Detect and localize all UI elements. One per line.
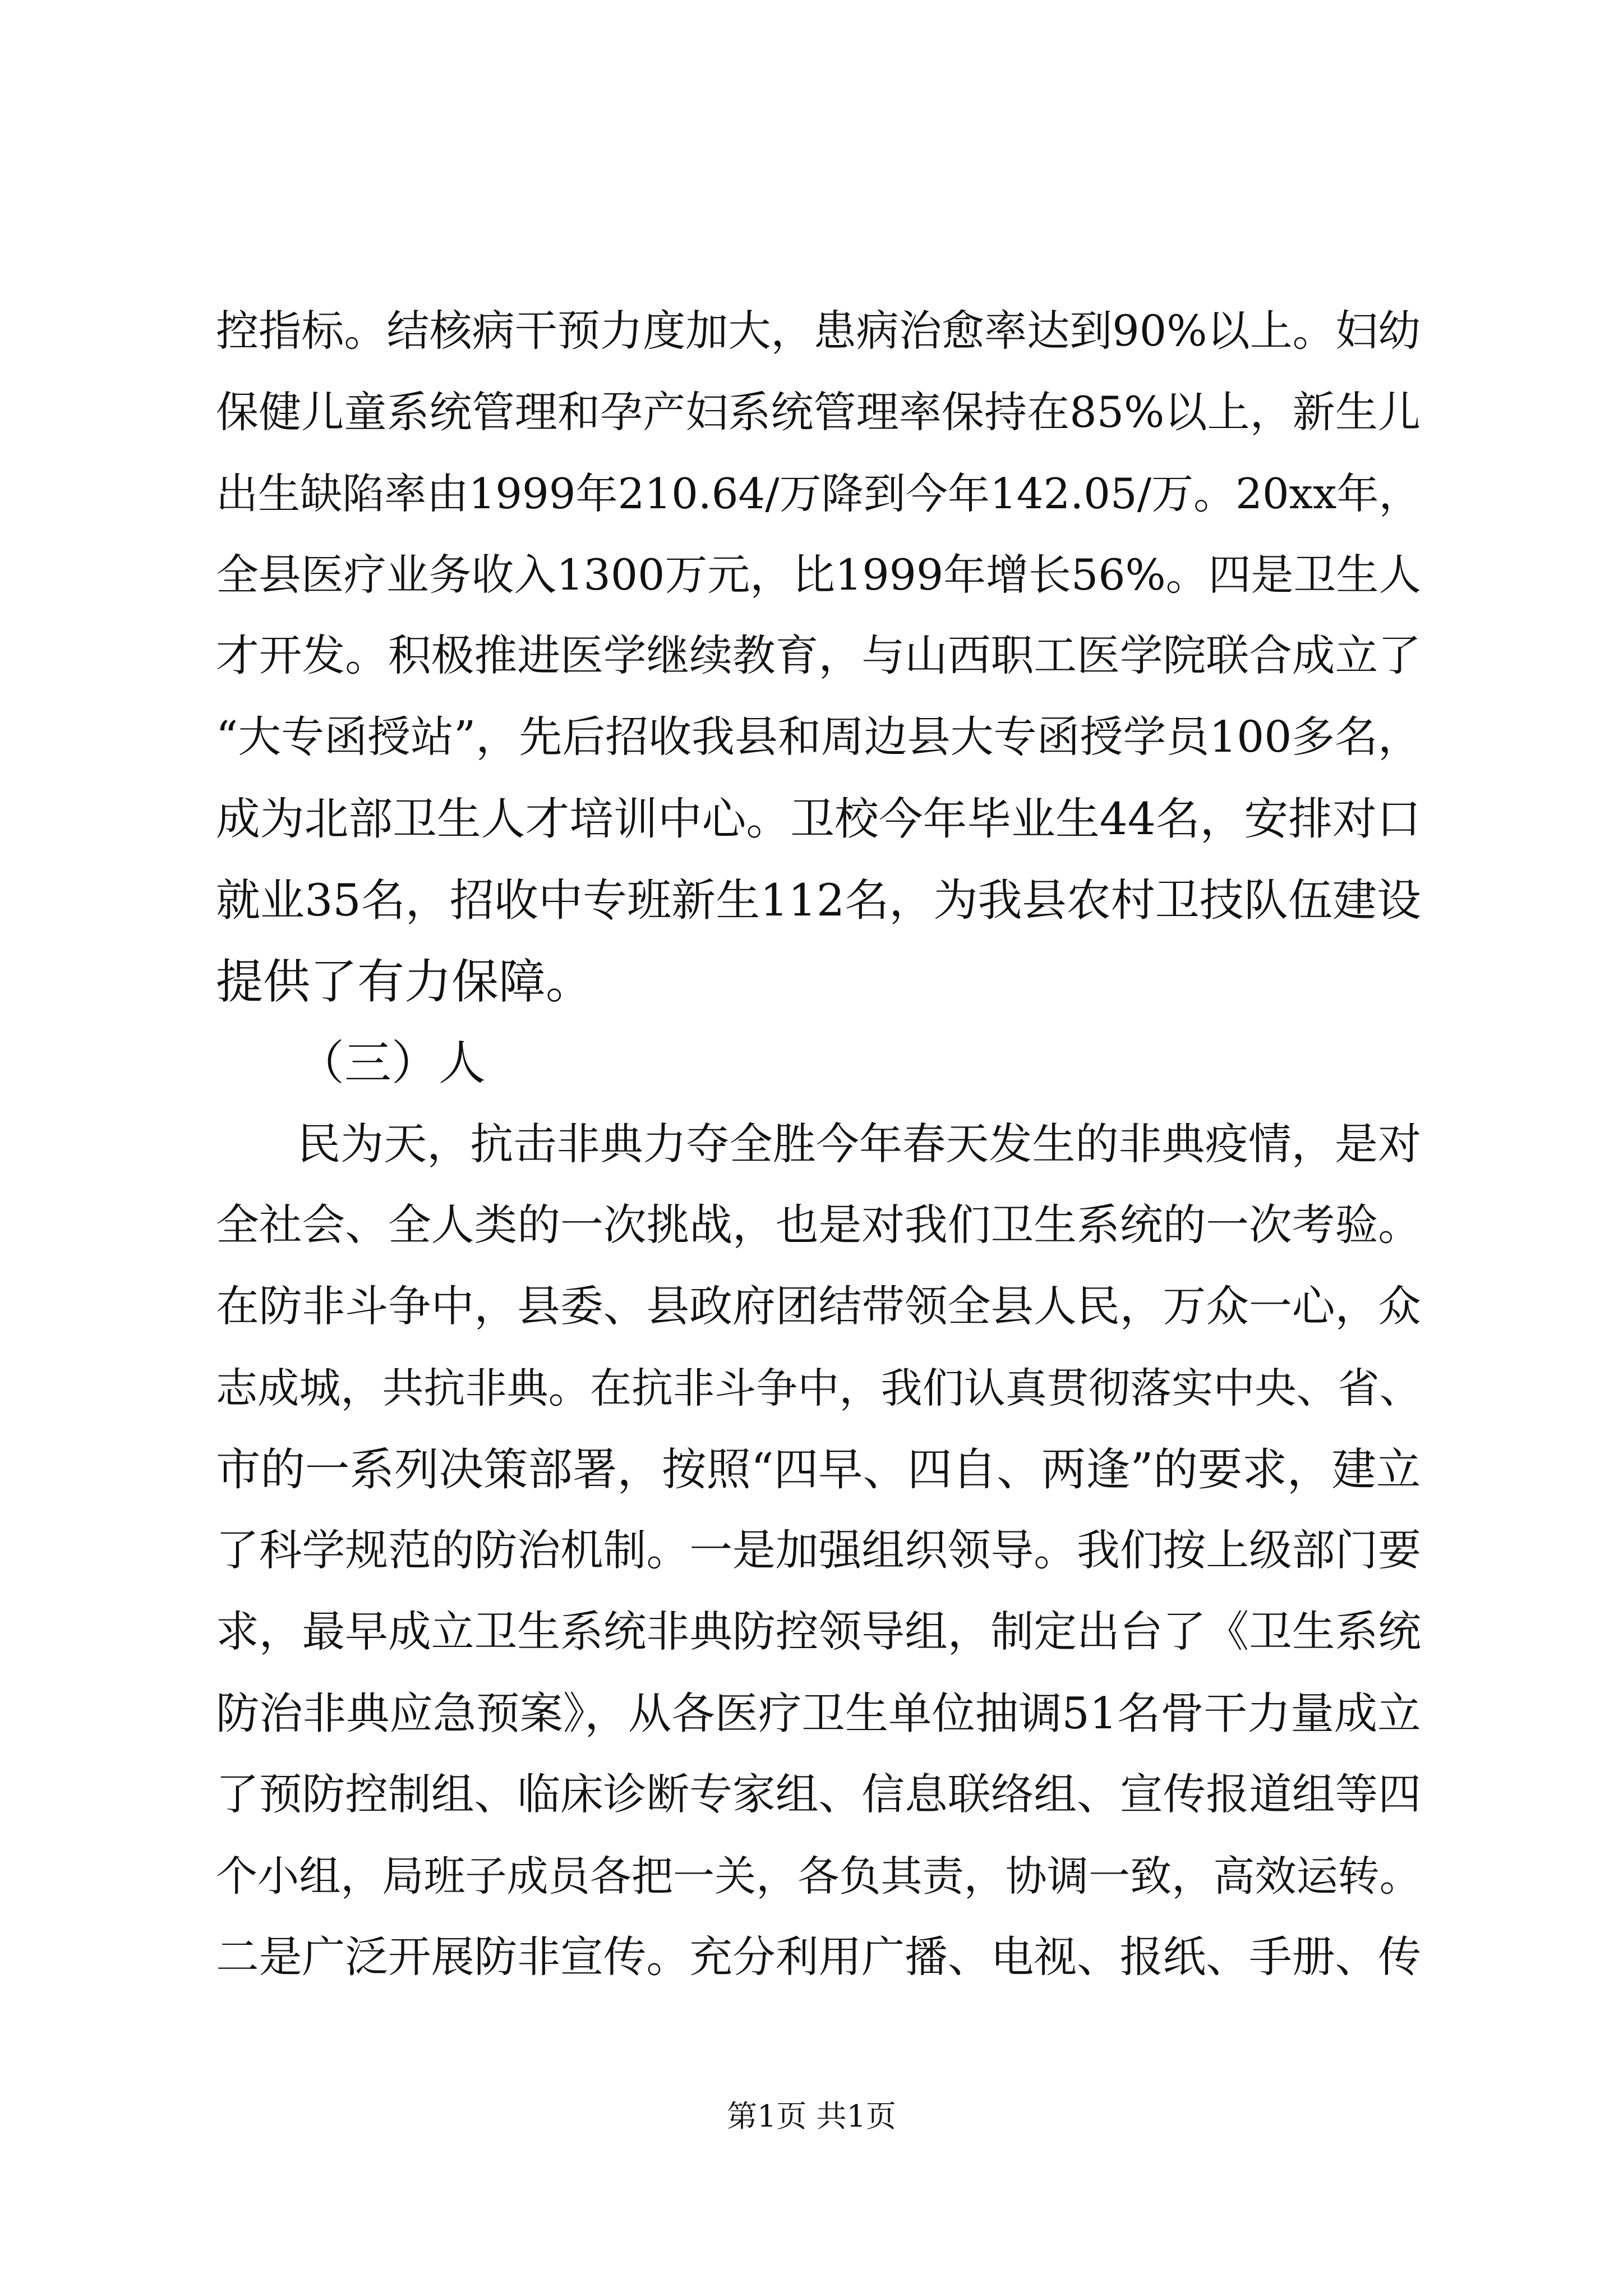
text-line: 提供了有力保障。 <box>216 954 593 1009</box>
text-line: 了科学规范的防治机制。一是加强组织领导。我们按上级部门要 <box>216 1526 1422 1576</box>
text-line: 控指标。结核病干预力度加大，患病治愈率达到90%以上。妇幼 <box>216 306 1421 356</box>
text-line: 在防非斗争中，县委、县政府团结带领全县人民，万众一心，众 <box>216 1282 1422 1332</box>
text-line: 了预防控制组、临床诊断专家组、信息联络组、宣传报道组等四 <box>216 1770 1422 1820</box>
text-line: 民为天，抗击非典力夺全胜今年春天发生的非典疫情，是对 <box>297 1119 1422 1170</box>
text-line: 才开发。积极推进医学继续教育，与山西职工医学院联合成立了 <box>216 631 1422 681</box>
text-line: 求，最早成立卫生系统非典防控领导组，制定出台了《卫生系统 <box>216 1607 1422 1657</box>
text-line: 全县医疗业务收入1300万元，比1999年增长56%。四是卫生人 <box>216 550 1422 600</box>
text-line: 出生缺陷率由1999年210.64/万降到今年142.05/万。20xx年， <box>216 469 1421 518</box>
section-heading: （三）人 <box>297 1036 486 1091</box>
text-line: 成为北部卫生人才培训中心。卫校今年毕业生44名，安排对口 <box>216 793 1421 845</box>
text-line: 二是广泛开展防非宣传。充分利用广播、电视、报纸、手册、传 <box>216 1932 1422 1982</box>
text-line: 保健儿童系统管理和孕产妇系统管理率保持在85%以上，新生儿 <box>216 387 1421 437</box>
page-footer: 第1页 共1页 <box>727 2099 896 2134</box>
text-line: 就业35名，招收中专班新生112名，为我县农村卫技队伍建设 <box>216 875 1422 926</box>
text-line: 全社会、全人类的一次挑战，也是对我们卫生系统的一次考验。 <box>216 1200 1422 1250</box>
text-line: 志成城，共抗非典。在抗非斗争中，我们认真贯彻落实中央、省、 <box>216 1364 1421 1412</box>
text-line: “大专函授站”，先后招收我县和周边县大专函授学员100多名， <box>216 712 1421 762</box>
text-line: 个小组，局班子成员各把一关，各负其责，协调一致，高效运转。 <box>216 1852 1421 1901</box>
text-line: 市的一系列决策部署，按照“四早、四自、两逢”的要求，建立 <box>216 1443 1421 1496</box>
text-line: 防治非典应急预案》，从各医疗卫生单位抽调51名骨干力量成立 <box>216 1688 1421 1739</box>
